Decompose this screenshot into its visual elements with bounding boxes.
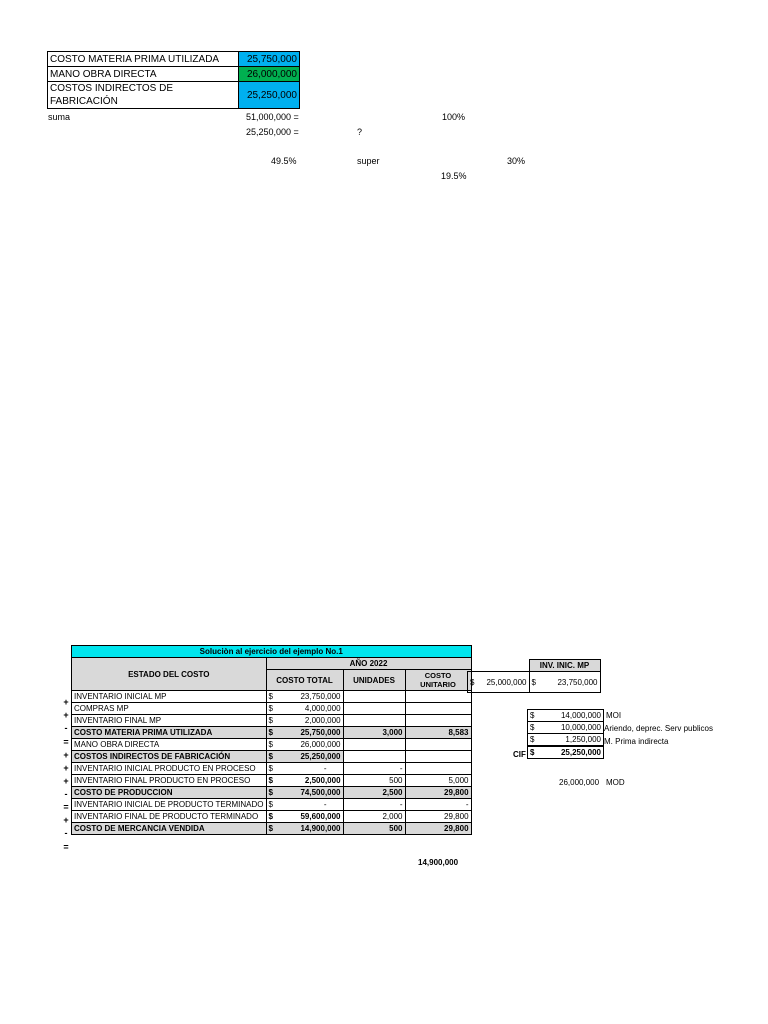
currency-symbol: $	[268, 788, 273, 797]
row-unit-cost	[405, 703, 471, 715]
col-costo-unitario: COSTO UNITARIO	[405, 670, 471, 691]
row-units: 500	[343, 823, 405, 835]
currency-symbol: $	[268, 692, 273, 701]
row-sign: =	[63, 842, 69, 852]
col-unidades: UNIDADES	[343, 670, 405, 691]
suma-label: suma	[48, 112, 71, 122]
currency-symbol: $	[268, 704, 273, 713]
row-unit-cost	[405, 751, 471, 763]
row-units	[343, 751, 405, 763]
currency-symbol: $	[530, 711, 535, 720]
table-row	[72, 703, 472, 715]
row-units	[343, 691, 405, 703]
moi-label: MOI	[606, 711, 622, 720]
summary-row	[48, 82, 300, 109]
table-row	[72, 775, 472, 787]
mod-value: 26,000,000	[559, 778, 600, 787]
summary-value: 26,000,000	[239, 67, 300, 82]
total-value: 14,900,000	[300, 824, 341, 833]
table-row	[72, 799, 472, 811]
summary-label: COSTO MATERIA PRIMA UTILIZADA	[48, 52, 239, 67]
row-sign: =	[63, 802, 69, 812]
table-row	[72, 727, 472, 739]
row-label: COSTO MATERIA PRIMA UTILIZADA	[72, 727, 267, 739]
currency-symbol: $	[470, 677, 475, 687]
currency-symbol: $	[268, 812, 273, 821]
total-value: 74,500,000	[300, 788, 341, 797]
total-value: -	[323, 764, 327, 773]
table-row	[72, 823, 472, 835]
row-units	[343, 715, 405, 727]
row-sign: -	[64, 723, 68, 733]
total-value: 4,000,000	[304, 704, 341, 713]
table-row	[72, 739, 472, 751]
moi-cell	[528, 710, 604, 722]
row-total	[266, 739, 343, 751]
summary-table	[47, 51, 300, 109]
table-row	[72, 787, 472, 799]
currency-symbol: $	[268, 740, 273, 749]
question-mark: ?	[357, 127, 363, 137]
row-units: 2,000	[343, 811, 405, 823]
side-cost-table	[527, 709, 604, 759]
total-value: 2,000,000	[304, 716, 341, 725]
suma-pct: 100%	[442, 112, 466, 122]
row-total	[266, 691, 343, 703]
cif-value: 25,250,000 =	[246, 127, 299, 137]
total-value: -	[323, 800, 327, 809]
row-sign: +	[63, 750, 69, 760]
total-value: 25,250,000	[300, 752, 341, 761]
pct-30: 30%	[507, 156, 526, 166]
ariendo-value: 10,000,000	[560, 723, 601, 732]
currency-symbol: $	[268, 716, 273, 725]
row-sign: +	[63, 763, 69, 773]
cif-total-cell	[528, 746, 604, 759]
summary-value: 25,750,000	[239, 52, 300, 67]
pct-19: 19.5%	[441, 171, 467, 181]
row-units	[343, 703, 405, 715]
summary-label: MANO OBRA DIRECTA	[48, 67, 239, 82]
table-title: Soluciòn al ejercicio del ejemplo No.1	[72, 646, 472, 658]
row-unit-cost	[405, 691, 471, 703]
row-sign: +	[63, 815, 69, 825]
estado-header: ESTADO DEL COSTO	[72, 658, 267, 691]
total-value: 2,500,000	[304, 776, 341, 785]
super-label: super	[357, 156, 380, 166]
row-label: COMPRAS MP	[72, 703, 267, 715]
row-total	[266, 775, 343, 787]
moi-value: 14,000,000	[560, 711, 601, 720]
row-label: COSTO DE MERCANCIA VENDIDA	[72, 823, 267, 835]
currency-symbol: $	[268, 824, 273, 833]
row-unit-cost	[405, 739, 471, 751]
row-label: INVENTARIO INICIAL MP	[72, 691, 267, 703]
inv-inic-header: INV. INIC. MP	[529, 660, 600, 672]
summary-value: 25,250,000	[239, 82, 300, 109]
currency-symbol: $	[268, 776, 273, 785]
ariendo-label: Ariendo, deprec. Serv publicos	[604, 724, 713, 733]
row-total	[266, 715, 343, 727]
prima-label: M. Prima indirecta	[604, 737, 669, 746]
row-total	[266, 799, 343, 811]
row-units	[343, 739, 405, 751]
row-unit-cost	[405, 763, 471, 775]
row-units: 500	[343, 775, 405, 787]
row-label: INVENTARIO INICIAL DE PRODUCTO TERMINADO	[72, 799, 267, 811]
suma-value: 51,000,000 =	[246, 112, 299, 122]
prima-cell	[528, 734, 604, 747]
summary-label: COSTOS INDIRECTOS DE FABRICACIÓN	[48, 82, 239, 109]
row-total	[266, 811, 343, 823]
row-units: -	[343, 763, 405, 775]
row-total	[266, 727, 343, 739]
currency-symbol: $	[268, 764, 273, 773]
inv-value-cell	[468, 672, 530, 693]
row-units: 3,000	[343, 727, 405, 739]
row-label: COSTOS INDIRECTOS DE FABRICACIÓN	[72, 751, 267, 763]
total-value: 25,750,000	[300, 728, 341, 737]
cif-label: CIF	[513, 750, 526, 759]
currency-symbol: $	[268, 800, 273, 809]
row-unit-cost: 8,583	[405, 727, 471, 739]
row-sign: =	[63, 737, 69, 747]
row-unit-cost: 5,000	[405, 775, 471, 787]
prima-value: 1,250,000	[565, 735, 601, 744]
year-header: AÑO 2022	[266, 658, 471, 670]
table-row	[72, 811, 472, 823]
currency-symbol: $	[268, 728, 273, 737]
row-unit-cost: -	[405, 799, 471, 811]
below-total: 14,900,000	[418, 858, 459, 867]
cost-statement-table	[71, 645, 475, 835]
summary-row	[48, 52, 300, 67]
cif-total-value: 25,250,000	[560, 748, 601, 757]
row-total	[266, 703, 343, 715]
row-label: MANO OBRA DIRECTA	[72, 739, 267, 751]
row-sign: +	[63, 697, 69, 707]
table-row	[72, 691, 472, 703]
mod-label: MOD	[606, 778, 625, 787]
total-value: 59,600,000	[300, 812, 341, 821]
currency-symbol: $	[530, 735, 535, 744]
row-label: INVENTARIO FINAL PRODUCTO EN PROCESO	[72, 775, 267, 787]
total-value: 26,000,000	[300, 740, 341, 749]
inv-inic-value: 23,750,000	[557, 677, 598, 687]
currency-symbol: $	[530, 723, 535, 732]
row-sign: -	[64, 789, 68, 799]
currency-symbol: $	[531, 677, 536, 687]
row-sign: +	[63, 776, 69, 786]
row-unit-cost: 29,800	[405, 811, 471, 823]
total-value: 23,750,000	[300, 692, 341, 701]
pct-49: 49.5%	[271, 156, 297, 166]
row-unit-cost	[405, 715, 471, 727]
table-row	[72, 715, 472, 727]
currency-symbol: $	[268, 752, 273, 761]
row-sign: -	[64, 828, 68, 838]
table-row	[72, 751, 472, 763]
side-table	[467, 659, 601, 693]
currency-symbol: $	[530, 748, 535, 757]
row-label: INVENTARIO FINAL DE PRODUCTO TERMINADO	[72, 811, 267, 823]
row-units: 2,500	[343, 787, 405, 799]
row-unit-cost: 29,800	[405, 823, 471, 835]
row-label: INVENTARIO FINAL MP	[72, 715, 267, 727]
ariendo-cell	[528, 722, 604, 734]
row-unit-cost: 29,800	[405, 787, 471, 799]
summary-row	[48, 67, 300, 82]
col-costo-total: COSTO TOTAL	[266, 670, 343, 691]
row-total	[266, 823, 343, 835]
row-label: INVENTARIO INICIAL PRODUCTO EN PROCESO	[72, 763, 267, 775]
row-sign: +	[63, 710, 69, 720]
row-label: COSTO DE PRODUCCION	[72, 787, 267, 799]
row-total	[266, 751, 343, 763]
row-total	[266, 787, 343, 799]
inv-value: 25,000,000	[486, 677, 527, 687]
row-total	[266, 763, 343, 775]
row-units: -	[343, 799, 405, 811]
table-row	[72, 763, 472, 775]
inv-inic-cell	[529, 672, 600, 693]
